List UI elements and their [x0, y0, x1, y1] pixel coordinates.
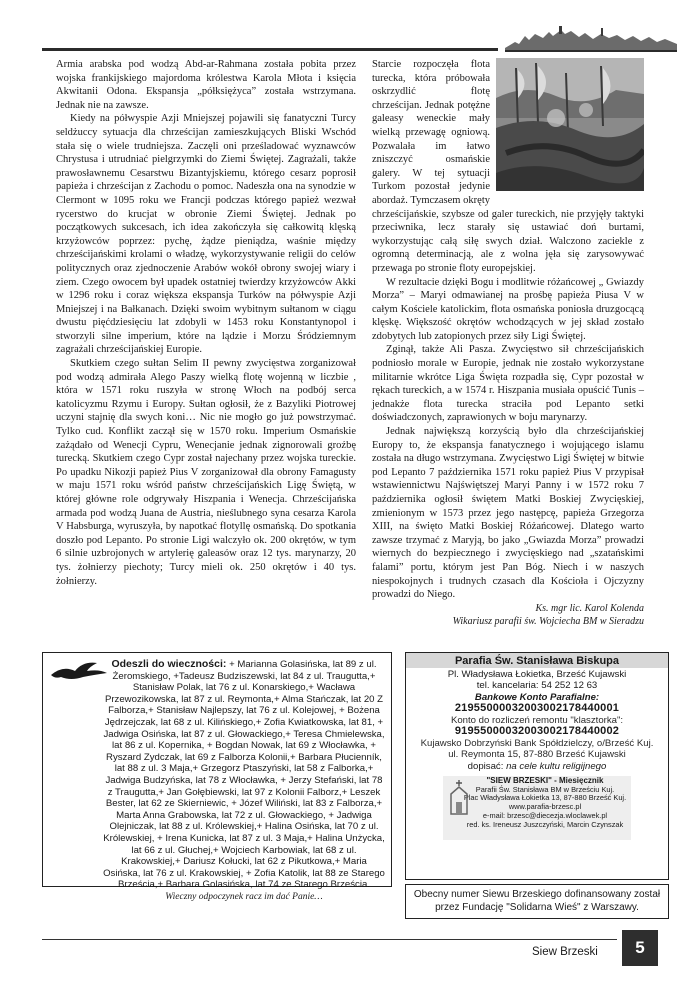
article-paragraph: Jednak największą korzyścią było dla chrześcijańskiej Europy to, że ekspansja fanatycznego i wojującego islamu została na długo wstrzymana. Zwycięstwo Ligi Świętej w bitwie pod Lepanto 7 października 1571 roku papież Pius V przypisał wstawiennictwu Najświętszej Maryi Panny i w 1572 roku 7 października ogłosił świętem Matki Boskiej Zwycięskiej, zmienionym w 1573 przez jego następcę, papieża Grzegorza XIII, na święto Matki Boskiej Różańcowej. Dlatego warto zawsze trzymać z Maryją, bo jako „Gwiazda Morza” prowadzi wiernych do bezpiecznego i zwycięskiego nad „szatańskimi falami” portu, którym jest Pan Bóg. Niech i w naszych niespokojnych i trudnych czasach dla Kościoła i Ojczyzny prowadzi do Niego.	[372, 426, 644, 601]
funding-note-box	[405, 884, 669, 919]
transfer-note-value: na cele kultu religijnego	[506, 760, 607, 772]
masthead-line: Parafii Św. Stanisława BM w Brześciu Kuj.	[475, 784, 615, 794]
bank-name: Kujawsko Dobrzyński Bank Spółdzielczy, o/Brześć Kuj.	[420, 737, 654, 749]
church-logo-icon	[447, 778, 471, 816]
page-number: 5	[622, 930, 658, 966]
parish-info-box	[405, 652, 669, 880]
header-rule	[42, 48, 498, 51]
battle-painting-image	[496, 58, 644, 191]
article-left-column	[56, 58, 356, 588]
masthead-line: Plac Władysława Łokietka 13, 87-880 Brześć Kuj.	[463, 793, 627, 803]
masthead-website: www.parafia-brzesc.pl	[508, 802, 582, 812]
author-title: Wikariusz parafii św. Wojciecha BM w Sieradzu	[452, 615, 644, 627]
parish-address: Pl. Władysława Łokietka, Brześć Kujawski	[447, 668, 627, 680]
repair-account-number: 91955000032003002178440002	[454, 725, 620, 737]
funding-note: Obecny numer Siewu Brzeskiego dofinansowany został przez Fundację "Solidarna Wieś" z Warszawy.	[413, 889, 661, 913]
author-name: Ks. mgr lic. Karol Kolenda	[535, 602, 644, 614]
article-paragraph: Armia arabska pod wodzą Abd-ar-Rahmana została pobita przez wojska frankijskiego majordoma królestwa Karola Młota i księcia Akwitanii Odona. Ekspansja „półksiężyca” została wstrzymana. Jednak nie na zawsze.	[56, 59, 356, 111]
article-paragraph: Starcie rozpoczęła flota turecka, która próbowała oskrzydlić flotę chrześcijan. Jednak potężne galeasy weneckie mały wielką przewagę ogniową. Pozwalała im łatwo zniszczyć osmańskie galery. W tej sytuacji Turkom pozostał jedynie abordaż. Tymczasem okręty chrześcijańskie, szybsze od galer tureckich, nie przyjęły taktyki przeciwnika, lecz starały się ustawiać doń burtami, wykorzystując całą siłę swych dział. Walczono zacieklе z ogromną determinacją, ale z wolna jęła się zarysowywać przewaga po stronie floty europejskiej.	[372, 59, 644, 274]
parish-title: Parafia Św. Stanisława Biskupa	[406, 653, 668, 668]
article-paragraph: Skutkiem czego sułtan Selim II pewny zwycięstwa zorganizował pod wodzą admirała Alego Paszy wielką flotę wojenną w liczbie , która w 1571 roku ruszyła w stronę Włoch na podbój serca katolicyzmu Rzymu i Europy. Sułtan ogłosił, że z Bazyliki Piotrowej uczyni stajnię dla swych koni… Nic nie mogło go już powstrzymać. Tylko cud. Konflikt zaczął się w 1570 roku. Imperium Osmańskie zażądało od Wenecji Cypru, Wenecjanie jednak zignorowali groźbę turecką. Skutkiem czego Cypr został najechany przez wojska tureckie. Po upadku Nikozji papież Pius V zorganizował dla obrony Famagusty w maju 1571 roku wśród państw chrześcijańskich Ligę Świętą, w której główne role odgrywały Hiszpania i Wenecja. Chrześcijańska armada pod wodzą Juana de Austria, nieślubnego syna cesarza Karola V Habsburga, wyruszyła, by napotkać flotyllę osmańską. Do spotkania doszło pod Lepanto. Po stronie Ligi walczyło ok. 200 okrętów, w tym 6 silnie uzbrojonych w artylerię galeasów oraz 12 tys. marynarzy, 20 tys. żołnierzy piechoty; Turcy mieli ok. 250 okrętów i 40 tys. żołnierzy.	[56, 358, 356, 587]
footer-publication-title: Siew Brzeski	[532, 946, 598, 958]
repair-account-label: Konto do rozliczeń remontu "klasztorka":	[450, 714, 624, 726]
article-paragraph: Kiedy na półwyspie Azji Mniejszej pojawili się fanatyczni Turcy seldżuccy sytuacja dla chrześcijan zamieszkujących Bliski Wschód stała się o wiele trudniejsza. Zaczęli oni prześladować wyznawców Chrystusa i utrudniać pielgrzymki do Ziemi Świętej. Zagrażali, także prawosławnemu Cesarstwu Bizantyjskiemu, którego cesarz poprosił papieża i chrześcijan z Zachodu o pomoc. Nadeszła ona na synodzie w Clermont w 1095 roku we Francji podczas którego papież wezwał rycerstwo do krucjat w obronie Ziemi Świętej. Jednak po początkowych sukcesach, ich idea zakończyła się całkowitą klęską krzyżowców poprzez: pychę, żądze pieniądza, waśnie między chrześcijańskimi krolami o władzę, wykorzystywanie religii do celów politycznych oraz zjednoczenie Arabów wokół obrony swojej wiary i ziem. Czego owocem był upadek ostatniej twierdzy krzyżowców Akki w 1296 roku i coraz większa ekspansja Turków na półwyspie Azji Mniejszej i na Bałkanach. Dzięki swoim wybitnym sułtanom w ciągu dwustu pięćdziesięciu lat zdobyli w 1453 roku Konstantynopol i stworzyli silne imperium, które na lądzie i Morzu Śródziemnym zagrażali chrześcijańskiej Europie.	[56, 113, 356, 356]
obituary-box	[42, 652, 392, 902]
obituary-title: Odeszli do wieczności:	[111, 658, 227, 670]
footer-rule	[42, 939, 617, 940]
bank-address: ul. Reymonta 15, 87-880 Brześć Kujawski	[448, 749, 626, 760]
parish-phone: tel. kancelaria: 54 252 12 63	[476, 680, 598, 691]
bank-account-number: 21955000032003002178440001	[454, 702, 620, 714]
newsletter-masthead	[443, 776, 631, 840]
masthead-editors: red. ks. Ireneusz Juszczyński, Marcin Czynszak	[466, 819, 624, 829]
article-paragraph: Zginął, także Ali Pasza. Zwycięstwo sił chrześcijańskich podniosło morale w Europie, jednak nie zostało wykorzystane militarnie wkrótce Liga Święta rozpadła się, Cypr pozostał w rękach tureckich, a w 1574 r. Hiszpania musiała opuścić Tunis – jednakże flota turecka straciła pod Lepanto setki doświadczonych, zaprawionych w boju marynarzy.	[372, 344, 644, 424]
obituary-entries: + Marianna Golasińska, lat 89 z ul. Żeromskiego, +Tadeusz Budziszewski, lat 84 z ul. Traugutta,+ Stanisław Polak, lat 76 z ul. Konarskiego,+ Wacława Przewozikowska, lat 87 z ul. Reymonta,+ Alma Stańczak, lat 20 Z Falborza,+ Stanisław Najlepszy, lat 76 z ul. Kolejowej, + Bożena Jędrzejczak, lat 68 z ul. Kilińskiego,+ Zofia Kwiatkowska, lat 81, + Jadwiga Osińska, lat 87 z ul. Głowackiego,+ Teresa Chmielewska, lat 86 z ul. Kopernika, + Bogdan Nowak, lat 69 z Włocławka, + Ryszard Zydczak, lat 69 z Falborza Kolonii,+ Barbara Płucienník, lat 88 z ul. 3 Maja,+ Grzegorz Ptaszyński, lat 58 z Falborka,+ Jadwiga Budzyńska, lat 78 z Włocławka, + Jerzy Stefański, lat 78 z Traugutta,+ Jan Gołębiewski, lat 97 z Kolonii Falborz,+ Leszek Bester, lat 62 ze Skierniewic, + Józef Wiliński, lat 83 z Falborza,+ Marta Anna Grabowska, lat 72 z ul. Głowackiego, + Jadwiga Olejniczak, lat 88 z ul. Królewskiej,+ Halina Osińska, lat 70 z ul. Królewskiej, + Irena Kunicka, lat 87 z ul. 3 Maja,+ Halina Unżycka, lat 66 z ul. Głuchej,+ Wojciech Karbowiak, lat 68 z ul. Krakowskiej,+ Dariusz Kołucki, lat 62 z Pikutkowa,+ Maria Osińska, lat 76 z ul. Krakowskiej, + Zofia Katolik, lat 88 ze Starego Brześcia,+ Barbara Golasińska, lat 74 ze Starego Brześcia.	[103, 659, 385, 891]
transfer-note	[406, 761, 668, 773]
obituary-closing: Wieczny odpoczynek racz im dać Panie…	[165, 891, 323, 902]
masthead-email: e-mail: brzesc@diecezja.wloclawek.pl	[482, 810, 608, 820]
article-right-column	[372, 58, 644, 628]
transfer-note-prefix: dopisać:	[467, 760, 504, 772]
header-town-photo	[505, 22, 677, 52]
masthead-title: "SIEW BRZESKI" - Miesięcznik	[486, 776, 604, 785]
article-paragraph: W rezultacie dzięki Bogu i modlitwie różańcowej „ Gwiazdy Morza” – Maryi odmawianej na prośbę papieża Piusa V w całym Kościele katolickim, flota osmańska poniosła druzgocącą klęskę. Większość okrętów wchodzących w jej skład zostało zdobytych lub zatopionych przez siły Ligi Świętej.	[372, 276, 644, 342]
bank-account-label: Bankowe Konto Parafialne:	[474, 691, 600, 703]
